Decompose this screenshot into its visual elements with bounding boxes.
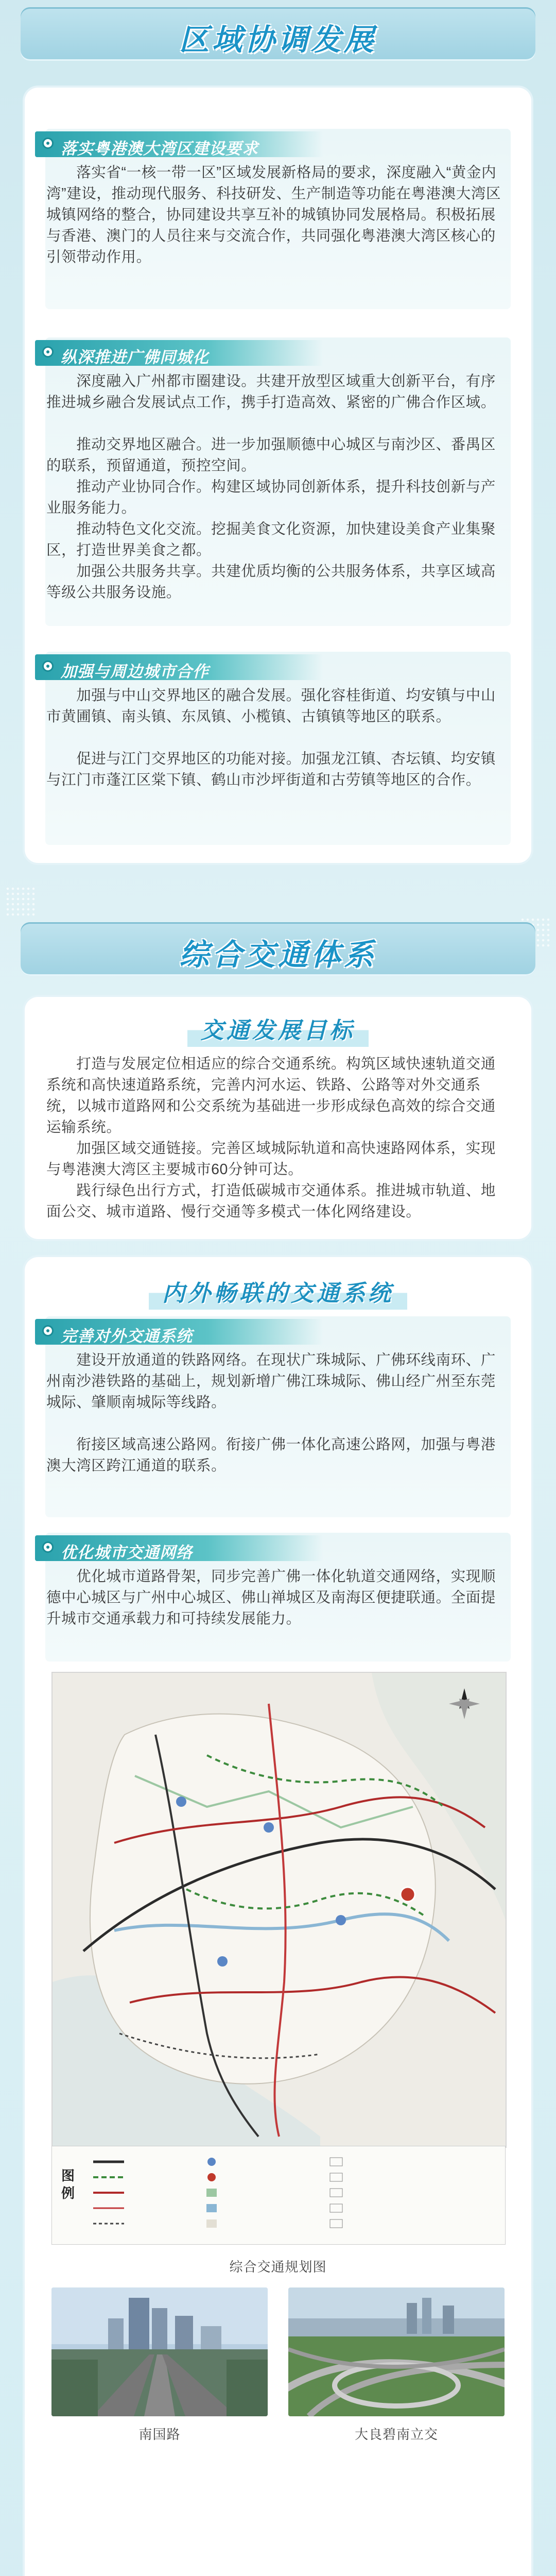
paragraph: 促进与江门交界地区的功能对接。加强龙江镇、杏坛镇、均安镇与江门市蓬江区棠下镇、鹤山市沙坪街道和古劳镇等地区的合作。 <box>46 751 496 788</box>
section-banner-transport <box>21 922 535 976</box>
legend-row <box>330 2158 342 2228</box>
paragraph: 深度融入广州都市圈建设。共建开放型区域重大创新平台，有序推进城乡融合发展试点工作，携手打造高效、紧密的广佛合作区域。 <box>46 373 496 411</box>
goal-title <box>0 1010 556 1047</box>
paragraph: 优化城市道路骨架，同步完善广佛一体化轨道交通网络，实现顺德中心城区与广州中心城区、佛山禅城区及南海区便捷联通。全面提升城市交通承载力和可持续发展能力。 <box>46 1568 496 1627</box>
station-marker <box>176 1797 186 1807</box>
photo-caption-binan: 大良碧南立交 <box>354 2427 438 2442</box>
paragraph: 建设开放通道的铁路网络。在现状广珠城际、广佛环线南环、广州南沙港铁路的基础上，规划新增广佛江珠城际、佛山经广州至东莞城际、肇顺南城际等线路。 <box>46 1352 496 1411</box>
station-marker <box>264 1822 274 1833</box>
decorative-dots <box>5 886 36 917</box>
section-banner-regional <box>21 7 535 61</box>
photo-binan-graphic <box>288 2287 505 2416</box>
transport-plan-map <box>51 1672 507 2148</box>
paragraph: 加强与中山交界地区的融合发展。强化容桂街道、均安镇与中山市黄圃镇、南头镇、东凤镇、小榄镇、古镇镇等地区的联系。 <box>46 687 496 725</box>
ring-dot-icon <box>42 346 54 358</box>
sub-heading-label: 纵深推进广佛同城化 <box>61 348 209 366</box>
ring-dot-icon <box>42 1541 54 1553</box>
paragraph: 加强区域交通链接。完善区域城际轨道和高快速路网体系，实现与粤港澳大湾区主要城市60分钟可达。 <box>46 1140 496 1178</box>
sub-heading-label: 加强与周边城市合作 <box>61 663 209 681</box>
legend-swatches <box>88 2151 500 2239</box>
section-title-regional: 区域协调发展 <box>179 23 377 57</box>
ring-dot-icon <box>42 138 54 149</box>
photo-caption-nanguo: 南国路 <box>138 2427 181 2442</box>
paragraph: 加强公共服务共享。共建优质均衡的公共服务体系，共享区域高等级公共服务设施。 <box>46 563 496 601</box>
system-title-text: 内外畅联的交通系统 <box>149 1273 407 1310</box>
map-legend <box>51 2146 506 2245</box>
sub-heading-external <box>35 1319 323 1345</box>
paragraph: 打造与发展定位相适应的综合交通系统。构筑区域快速轨道交通系统和高快速道路系统，完善内河水运、铁路、公路等对外交通系统，以城市道路网和公交系统为基础进一步形成绿色高效的综合交通运输系统。 <box>46 1056 496 1136</box>
paragraph: 践行绿色出行方式，打造低碳城市交通体系。推进城市轨道、地面公交、城市道路、慢行交通等多模式一体化网络建设。 <box>46 1182 496 1220</box>
map-caption: 综合交通规划图 <box>229 2259 327 2275</box>
system-title <box>0 1273 556 1310</box>
photo-binan-interchange <box>288 2287 505 2416</box>
paragraph: 推动产业协同合作。构建区域协同创新体系，提升科技创新与产业服务能力。 <box>46 479 496 516</box>
station-marker <box>217 1956 228 1967</box>
hub-marker <box>401 1887 415 1902</box>
legend-title: 图例 <box>61 2168 75 2201</box>
paragraph: 推动特色文化交流。挖掘美食文化资源，加快建设美食产业集聚区，打造世界美食之都。 <box>46 521 496 558</box>
sub-heading-label: 落实粤港澳大湾区建设要求 <box>61 140 258 158</box>
sub-heading-label: 完善对外交通系统 <box>61 1327 193 1345</box>
sub-heading-label: 优化城市交通网络 <box>61 1544 193 1562</box>
photo-nanguo-road <box>51 2287 268 2416</box>
ring-dot-icon <box>42 1325 54 1336</box>
sub-heading-gba <box>35 131 323 157</box>
station-marker <box>336 1915 346 1925</box>
paragraph: 衔接区域高速公路网。衔接广佛一体化高速公路网，加强与粤港澳大湾区跨江通道的联系。 <box>46 1436 496 1474</box>
paragraph: 推动交界地区融合。进一步加强顺德中心城区与南沙区、番禺区的联系，预留通道，预控空间。 <box>46 436 496 474</box>
group-panel-external <box>45 1316 511 1517</box>
sub-heading-guangfo <box>35 340 323 366</box>
ring-dot-icon <box>42 660 54 672</box>
map-graphic <box>53 1673 506 2147</box>
section-title-transport: 综合交通体系 <box>179 938 377 972</box>
sub-heading-urban <box>35 1535 323 1561</box>
legend-row <box>93 2162 124 2224</box>
goal-title-text: 交通发展目标 <box>187 1010 369 1047</box>
photo-nanguo-graphic <box>51 2287 268 2416</box>
legend-row <box>206 2158 217 2228</box>
sub-heading-neighbors <box>35 654 323 680</box>
paragraph: 落实省“一核一带一区”区域发展新格局的要求，深度融入“黄金内湾”建设，推动现代服务、科技研发、生产制造等功能在粤港澳大湾区城镇网络的整合，协同建设共享互补的城镇协同发展格局。积极拓展与香港、澳门的人员往来与交流合作，共同强化粤港澳大湾区核心的引领带动作用。 <box>46 164 501 265</box>
